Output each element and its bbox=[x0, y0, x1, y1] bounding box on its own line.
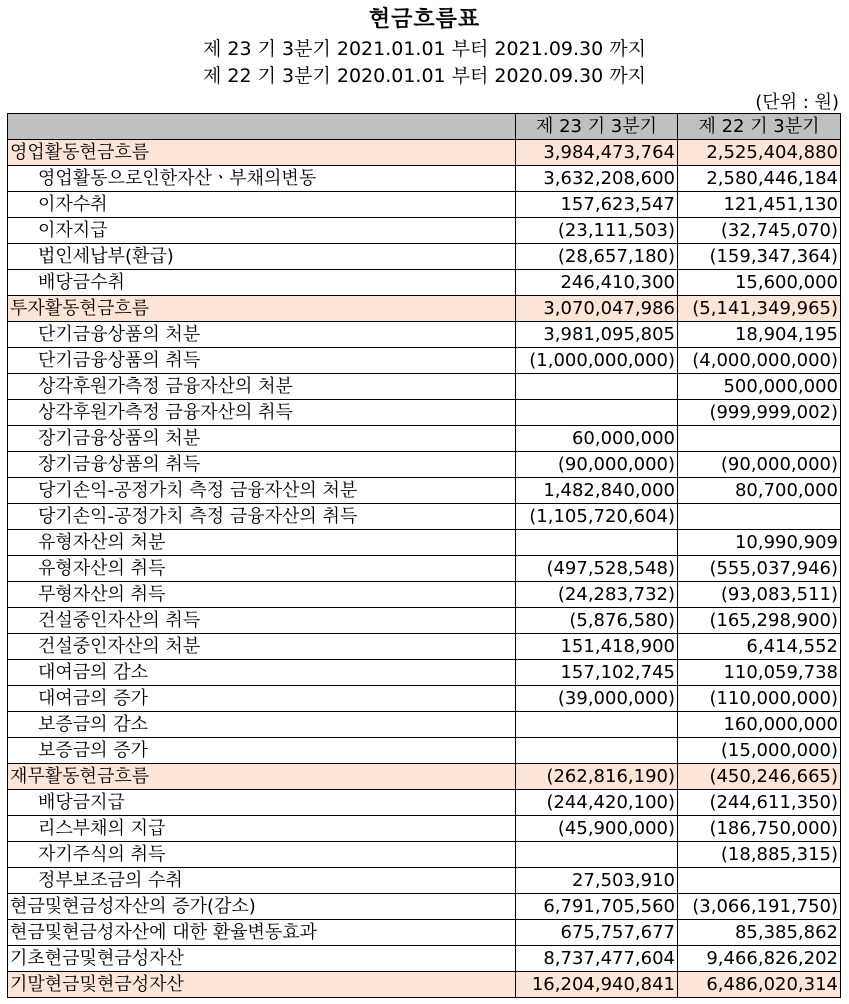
current-period-value: 675,757,677 bbox=[516, 920, 678, 946]
current-period-value: (24,283,732) bbox=[516, 582, 678, 608]
prior-period-value: (555,037,946) bbox=[678, 556, 841, 582]
table-row bbox=[8, 478, 841, 504]
table-row bbox=[8, 660, 841, 686]
prior-period-value: 15,600,000 bbox=[678, 270, 841, 296]
period-prior: 제 22 기 3분기 2020.01.01 부터 2020.09.30 까지 bbox=[203, 65, 646, 87]
row-label: 단기금융상품의 취득 bbox=[8, 348, 516, 374]
table-row bbox=[8, 868, 841, 894]
prior-period-value: 10,990,909 bbox=[678, 530, 841, 556]
current-period-value: 3,070,047,986 bbox=[516, 296, 678, 322]
prior-period-value: (159,347,364) bbox=[678, 244, 841, 270]
row-label: 정부보조금의 수취 bbox=[8, 868, 516, 894]
prior-period-value: 9,466,826,202 bbox=[678, 946, 841, 972]
current-period-value: (5,876,580) bbox=[516, 608, 678, 634]
table-row bbox=[8, 582, 841, 608]
current-period-value: (262,816,190) bbox=[516, 764, 678, 790]
current-period-value: (28,657,180) bbox=[516, 244, 678, 270]
current-period-value: 157,102,745 bbox=[516, 660, 678, 686]
current-period-value: 27,503,910 bbox=[516, 868, 678, 894]
row-label: 배당금지급 bbox=[8, 790, 516, 816]
row-label: 배당금수취 bbox=[8, 270, 516, 296]
row-label: 상각후원가측정 금융자산의 처분 bbox=[8, 374, 516, 400]
row-label: 현금및현금성자산의 증가(감소) bbox=[8, 894, 516, 920]
row-label: 리스부채의 지급 bbox=[8, 816, 516, 842]
table-row bbox=[8, 738, 841, 764]
prior-period-value bbox=[678, 868, 841, 894]
prior-period-value: (165,298,900) bbox=[678, 608, 841, 634]
current-period-value: 60,000,000 bbox=[516, 426, 678, 452]
prior-period-value: (15,000,000) bbox=[678, 738, 841, 764]
current-period-value: 246,410,300 bbox=[516, 270, 678, 296]
prior-period-value: (186,750,000) bbox=[678, 816, 841, 842]
prior-period-value: 6,414,552 bbox=[678, 634, 841, 660]
prior-period-value: (110,000,000) bbox=[678, 686, 841, 712]
current-period-value bbox=[516, 374, 678, 400]
row-label: 영업활동현금흐름 bbox=[8, 140, 516, 166]
row-label: 당기손익-공정가치 측정 금융자산의 처분 bbox=[8, 478, 516, 504]
row-label: 영업활동으로인한자산ㆍ부채의변동 bbox=[8, 166, 516, 192]
table-row bbox=[8, 426, 841, 452]
table-row bbox=[8, 218, 841, 244]
row-label: 유형자산의 처분 bbox=[8, 530, 516, 556]
row-label: 기초현금및현금성자산 bbox=[8, 946, 516, 972]
row-label: 장기금융상품의 취득 bbox=[8, 452, 516, 478]
section-row bbox=[8, 140, 841, 166]
row-label: 건설중인자산의 취득 bbox=[8, 608, 516, 634]
prior-period-value: (999,999,002) bbox=[678, 400, 841, 426]
prior-period-value: 18,904,195 bbox=[678, 322, 841, 348]
prior-period-value: (18,885,315) bbox=[678, 842, 841, 868]
row-label: 단기금융상품의 처분 bbox=[8, 322, 516, 348]
row-label: 기말현금및현금성자산 bbox=[8, 972, 516, 998]
current-period-value: (23,111,503) bbox=[516, 218, 678, 244]
prior-period-value: (450,246,665) bbox=[678, 764, 841, 790]
table-row bbox=[8, 790, 841, 816]
prior-period-value: 110,059,738 bbox=[678, 660, 841, 686]
header-current-period: 제 23 기 3분기 bbox=[516, 114, 678, 140]
row-label: 투자활동현금흐름 bbox=[8, 296, 516, 322]
table-row bbox=[8, 400, 841, 426]
current-period-value: 16,204,940,841 bbox=[516, 972, 678, 998]
prior-period-value: (5,141,349,965) bbox=[678, 296, 841, 322]
prior-period-value bbox=[678, 504, 841, 530]
current-period-value: (497,528,548) bbox=[516, 556, 678, 582]
section-row bbox=[8, 764, 841, 790]
table-header-row bbox=[8, 114, 841, 140]
prior-period-value: (90,000,000) bbox=[678, 452, 841, 478]
row-label: 대여금의 감소 bbox=[8, 660, 516, 686]
table-row bbox=[8, 556, 841, 582]
total-row bbox=[8, 894, 841, 920]
current-period-value: (45,900,000) bbox=[516, 816, 678, 842]
current-period-value: (244,420,100) bbox=[516, 790, 678, 816]
table-row bbox=[8, 634, 841, 660]
current-period-value: (1,000,000,000) bbox=[516, 348, 678, 374]
table-row bbox=[8, 842, 841, 868]
table-row bbox=[8, 270, 841, 296]
prior-period-value: 6,486,020,314 bbox=[678, 972, 841, 998]
table-row bbox=[8, 244, 841, 270]
current-period-value bbox=[516, 842, 678, 868]
prior-period-value: 2,580,446,184 bbox=[678, 166, 841, 192]
current-period-value: 157,623,547 bbox=[516, 192, 678, 218]
row-label: 당기손익-공정가치 측정 금융자산의 취득 bbox=[8, 504, 516, 530]
prior-period-value: (32,745,070) bbox=[678, 218, 841, 244]
current-period-value: (39,000,000) bbox=[516, 686, 678, 712]
section-row bbox=[8, 296, 841, 322]
table-row bbox=[8, 348, 841, 374]
current-period-value: 3,632,208,600 bbox=[516, 166, 678, 192]
document-title: 현금흐름표 bbox=[368, 7, 481, 32]
row-label: 이자지급 bbox=[8, 218, 516, 244]
current-period-value: (1,105,720,604) bbox=[516, 504, 678, 530]
table-row bbox=[8, 530, 841, 556]
table-row bbox=[8, 374, 841, 400]
row-label: 보증금의 감소 bbox=[8, 712, 516, 738]
current-period-value bbox=[516, 400, 678, 426]
current-period-value: 1,482,840,000 bbox=[516, 478, 678, 504]
header-label bbox=[8, 114, 516, 140]
current-period-value bbox=[516, 712, 678, 738]
prior-period-value: (93,083,511) bbox=[678, 582, 841, 608]
current-period-value: 6,791,705,560 bbox=[516, 894, 678, 920]
cash-flow-table bbox=[7, 113, 841, 998]
current-period-value: (90,000,000) bbox=[516, 452, 678, 478]
table-row bbox=[8, 322, 841, 348]
current-period-value: 151,418,900 bbox=[516, 634, 678, 660]
header-prior-period: 제 22 기 3분기 bbox=[678, 114, 841, 140]
current-period-value bbox=[516, 530, 678, 556]
prior-period-value: 85,385,862 bbox=[678, 920, 841, 946]
section-row bbox=[8, 972, 841, 998]
prior-period-value: (4,000,000,000) bbox=[678, 348, 841, 374]
current-period-value bbox=[516, 738, 678, 764]
total-row bbox=[8, 920, 841, 946]
table-row bbox=[8, 192, 841, 218]
prior-period-value: 2,525,404,880 bbox=[678, 140, 841, 166]
prior-period-value bbox=[678, 426, 841, 452]
current-period-value: 3,984,473,764 bbox=[516, 140, 678, 166]
table-row bbox=[8, 686, 841, 712]
prior-period-value: (3,066,191,750) bbox=[678, 894, 841, 920]
row-label: 장기금융상품의 처분 bbox=[8, 426, 516, 452]
table-row bbox=[8, 452, 841, 478]
table-row bbox=[8, 166, 841, 192]
table-row bbox=[8, 608, 841, 634]
total-row bbox=[8, 946, 841, 972]
prior-period-value: 121,451,130 bbox=[678, 192, 841, 218]
row-label: 현금및현금성자산에 대한 환율변동효과 bbox=[8, 920, 516, 946]
table-row bbox=[8, 504, 841, 530]
period-current: 제 23 기 3분기 2021.01.01 부터 2021.09.30 까지 bbox=[203, 38, 646, 60]
table-row bbox=[8, 816, 841, 842]
row-label: 상각후원가측정 금융자산의 취득 bbox=[8, 400, 516, 426]
table-row bbox=[8, 712, 841, 738]
row-label: 건설중인자산의 처분 bbox=[8, 634, 516, 660]
prior-period-value: 160,000,000 bbox=[678, 712, 841, 738]
row-label: 이자수취 bbox=[8, 192, 516, 218]
row-label: 유형자산의 취득 bbox=[8, 556, 516, 582]
row-label: 자기주식의 취득 bbox=[8, 842, 516, 868]
prior-period-value: 80,700,000 bbox=[678, 478, 841, 504]
row-label: 대여금의 증가 bbox=[8, 686, 516, 712]
unit-label: (단위 : 원) bbox=[755, 92, 839, 113]
current-period-value: 3,981,095,805 bbox=[516, 322, 678, 348]
current-period-value: 8,737,477,604 bbox=[516, 946, 678, 972]
row-label: 재무활동현금흐름 bbox=[8, 764, 516, 790]
row-label: 법인세납부(환급) bbox=[8, 244, 516, 270]
prior-period-value: 500,000,000 bbox=[678, 374, 841, 400]
prior-period-value: (244,611,350) bbox=[678, 790, 841, 816]
row-label: 보증금의 증가 bbox=[8, 738, 516, 764]
row-label: 무형자산의 취득 bbox=[8, 582, 516, 608]
